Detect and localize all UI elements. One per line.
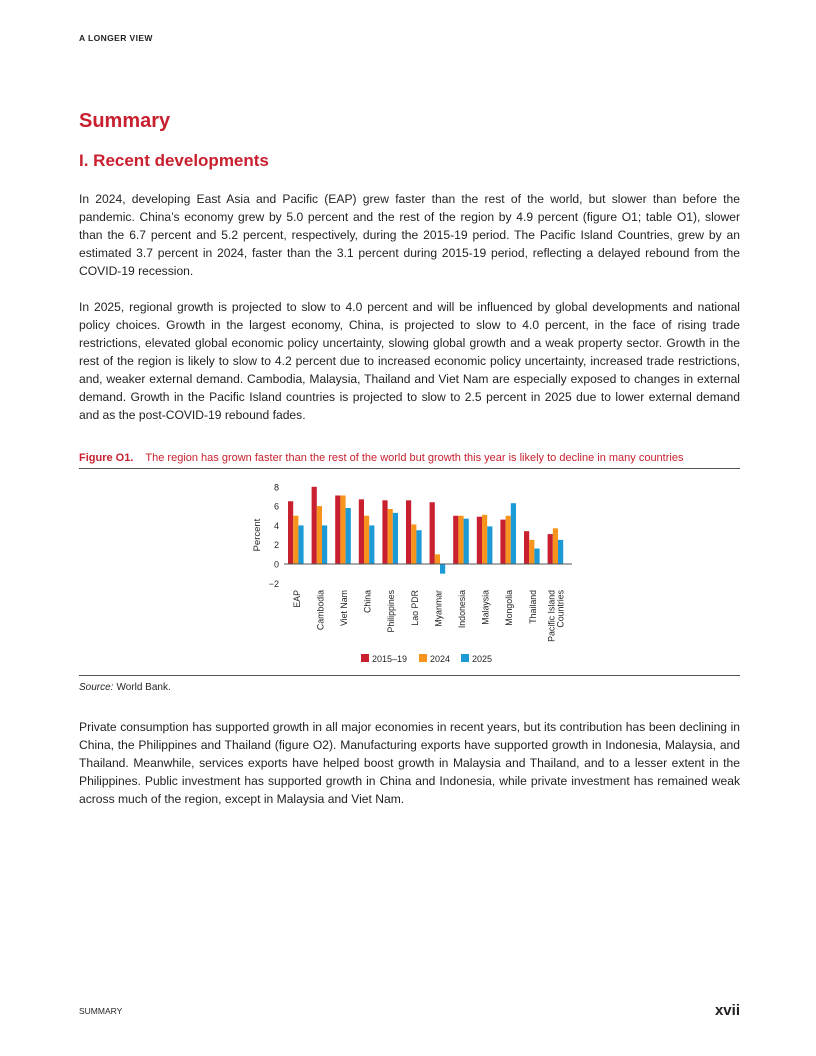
bar-2025-Lao PDR (416, 530, 421, 564)
figure-title: The region has grown faster than the rest of the world but growth this year is likely to decline in many countries (145, 452, 684, 464)
figure-source (79, 682, 171, 693)
x-tick-label: Countries (555, 590, 566, 628)
bar-2024-Philippines (388, 509, 393, 564)
bar-2025-Indonesia (464, 519, 469, 564)
x-tick-label: Viet Nam (339, 590, 349, 627)
y-tick-label: 2 (273, 540, 279, 551)
bar-2024-Malaysia (482, 515, 487, 564)
bar-2015–19-Thailand (524, 531, 529, 564)
bar-2024-Pacific Island Countries (553, 528, 558, 564)
bar-2015–19-Philippines (382, 500, 387, 564)
y-tick-label: 8 (273, 482, 279, 493)
y-axis-label: Percent (252, 518, 263, 552)
x-tick-label: Indonesia (457, 590, 467, 629)
y-tick-label: 4 (273, 520, 279, 531)
x-tick-label: EAP (291, 590, 302, 608)
footer-section: SUMMARY (79, 1006, 123, 1016)
bar-2025-Philippines (393, 513, 398, 564)
bar-2015–19-Malaysia (477, 517, 482, 564)
source-text: World Bank. (116, 682, 171, 693)
bar-2015–19-Cambodia (312, 487, 317, 564)
bar-2025-Thailand (534, 549, 539, 564)
bar-2024-Viet Nam (340, 495, 345, 564)
bar-2025-China (369, 525, 374, 564)
bar-2025-Malaysia (487, 526, 492, 564)
bar-2015–19-EAP (288, 501, 293, 564)
y-tick-label: 0 (273, 559, 279, 570)
y-tick-label: 6 (273, 501, 279, 512)
source-label: Source: (79, 682, 114, 693)
x-tick-label: Pacific Island (546, 590, 557, 642)
x-tick-label: Lao PDR (409, 590, 420, 626)
bar-2015–19-Indonesia (453, 516, 458, 564)
bar-2024-Mongolia (506, 516, 511, 564)
bar-2024-EAP (293, 516, 298, 564)
bar-2025-Mongolia (511, 503, 516, 564)
legend-swatch-2025 (461, 654, 469, 662)
x-tick-label: Thailand (527, 590, 538, 624)
x-tick-label: China (362, 590, 373, 613)
bar-2025-Myanmar (440, 564, 445, 574)
legend-label: 2025 (472, 654, 493, 664)
bar-2015–19-Myanmar (430, 502, 435, 564)
bar-2024-China (364, 516, 369, 564)
running-head: A LONGER VIEW (79, 33, 153, 43)
x-tick-label: Cambodia (315, 590, 326, 631)
figure-label: Figure O1. (79, 452, 134, 464)
x-tick-label: Philippines (386, 590, 397, 633)
bar-2015–19-Viet Nam (335, 495, 340, 564)
bar-2015–19-Mongolia (500, 520, 505, 564)
paragraph: In 2025, regional growth is projected to slow to 4.0 percent and will be influenced by global developments and national policy choices. Growth in the largest economy, China, is projected to slow to 4.0 percent, in the face of rising trade restrictions, elevated global economic policy uncertainty, slowing global growth and a weak property sector. Growth in the rest of the region is likely to slow to 4.2 percent due to increased economic policy uncertainty, increased trade restrictions, and, weaker external demand. Cambodia, Malaysia, Thailand and Viet Nam are especially exposed to changes in external demand. Growth in the Pacific Island countries is projected to slow to 2.5 percent in 2025 due to lower external demand and as the post-COVID-19 rebound fades. (79, 300, 740, 422)
legend-label: 2015–19 (372, 654, 408, 664)
bar-2024-Lao PDR (411, 524, 416, 564)
legend-swatch-2024 (419, 654, 427, 662)
legend-swatch-2015–19 (361, 654, 369, 662)
paragraph: Private consumption has supported growth in all major economies in recent years, but its contribution has been declining in China, the Philippines and Thailand (figure O2). Manufacturing exports have supported growth in Indonesia, Malaysia, and Thailand. Meanwhile, services exports have helped boost growth in Malaysia and Thailand, and to a lesser extent in the Philippines. Public investment has supported growth in China and Indonesia, while private investment has remained weak across much of the region, except in Malaysia and Viet Nam. (79, 720, 740, 806)
bar-2024-Myanmar (435, 554, 440, 564)
page-title: Summary (79, 110, 171, 132)
bar-2025-Cambodia (322, 525, 327, 564)
bar-2024-Cambodia (317, 506, 322, 564)
section-heading: I. Recent developments (79, 151, 269, 170)
bar-2025-Pacific Island Countries (558, 540, 563, 564)
x-tick-label: Malaysia (480, 590, 491, 625)
bar-2024-Indonesia (458, 516, 463, 564)
bar-2025-Viet Nam (346, 508, 351, 564)
bar-2024-Thailand (529, 540, 534, 564)
page-number: xvii (714, 1002, 740, 1019)
legend-label: 2024 (430, 654, 451, 664)
bar-2025-EAP (298, 525, 303, 564)
paragraph: In 2024, developing East Asia and Pacific (EAP) grew faster than the rest of the world, but slower than before the pandemic. China’s economy grew by 5.0 percent and the rest of the region by 4.9 percent (figure O1; table O1), slower than the 6.7 percent and 5.2 percent, respectively, during the 2015-19 period. The Pacific Island Countries, grew by an estimated 3.7 percent in 2024, faster than the 3.1 percent during 2015-19 period, reflecting a delayed rebound from the COVID-19 recession. (79, 192, 740, 278)
x-tick-label: Mongolia (504, 590, 515, 626)
bar-2015–19-Pacific Island Countries (548, 534, 553, 564)
bar-2015–19-China (359, 499, 364, 564)
y-tick-label: −2 (268, 578, 279, 589)
x-tick-label: Myanmar (433, 590, 444, 627)
bar-2015–19-Lao PDR (406, 500, 411, 564)
figure-divider (79, 675, 740, 676)
